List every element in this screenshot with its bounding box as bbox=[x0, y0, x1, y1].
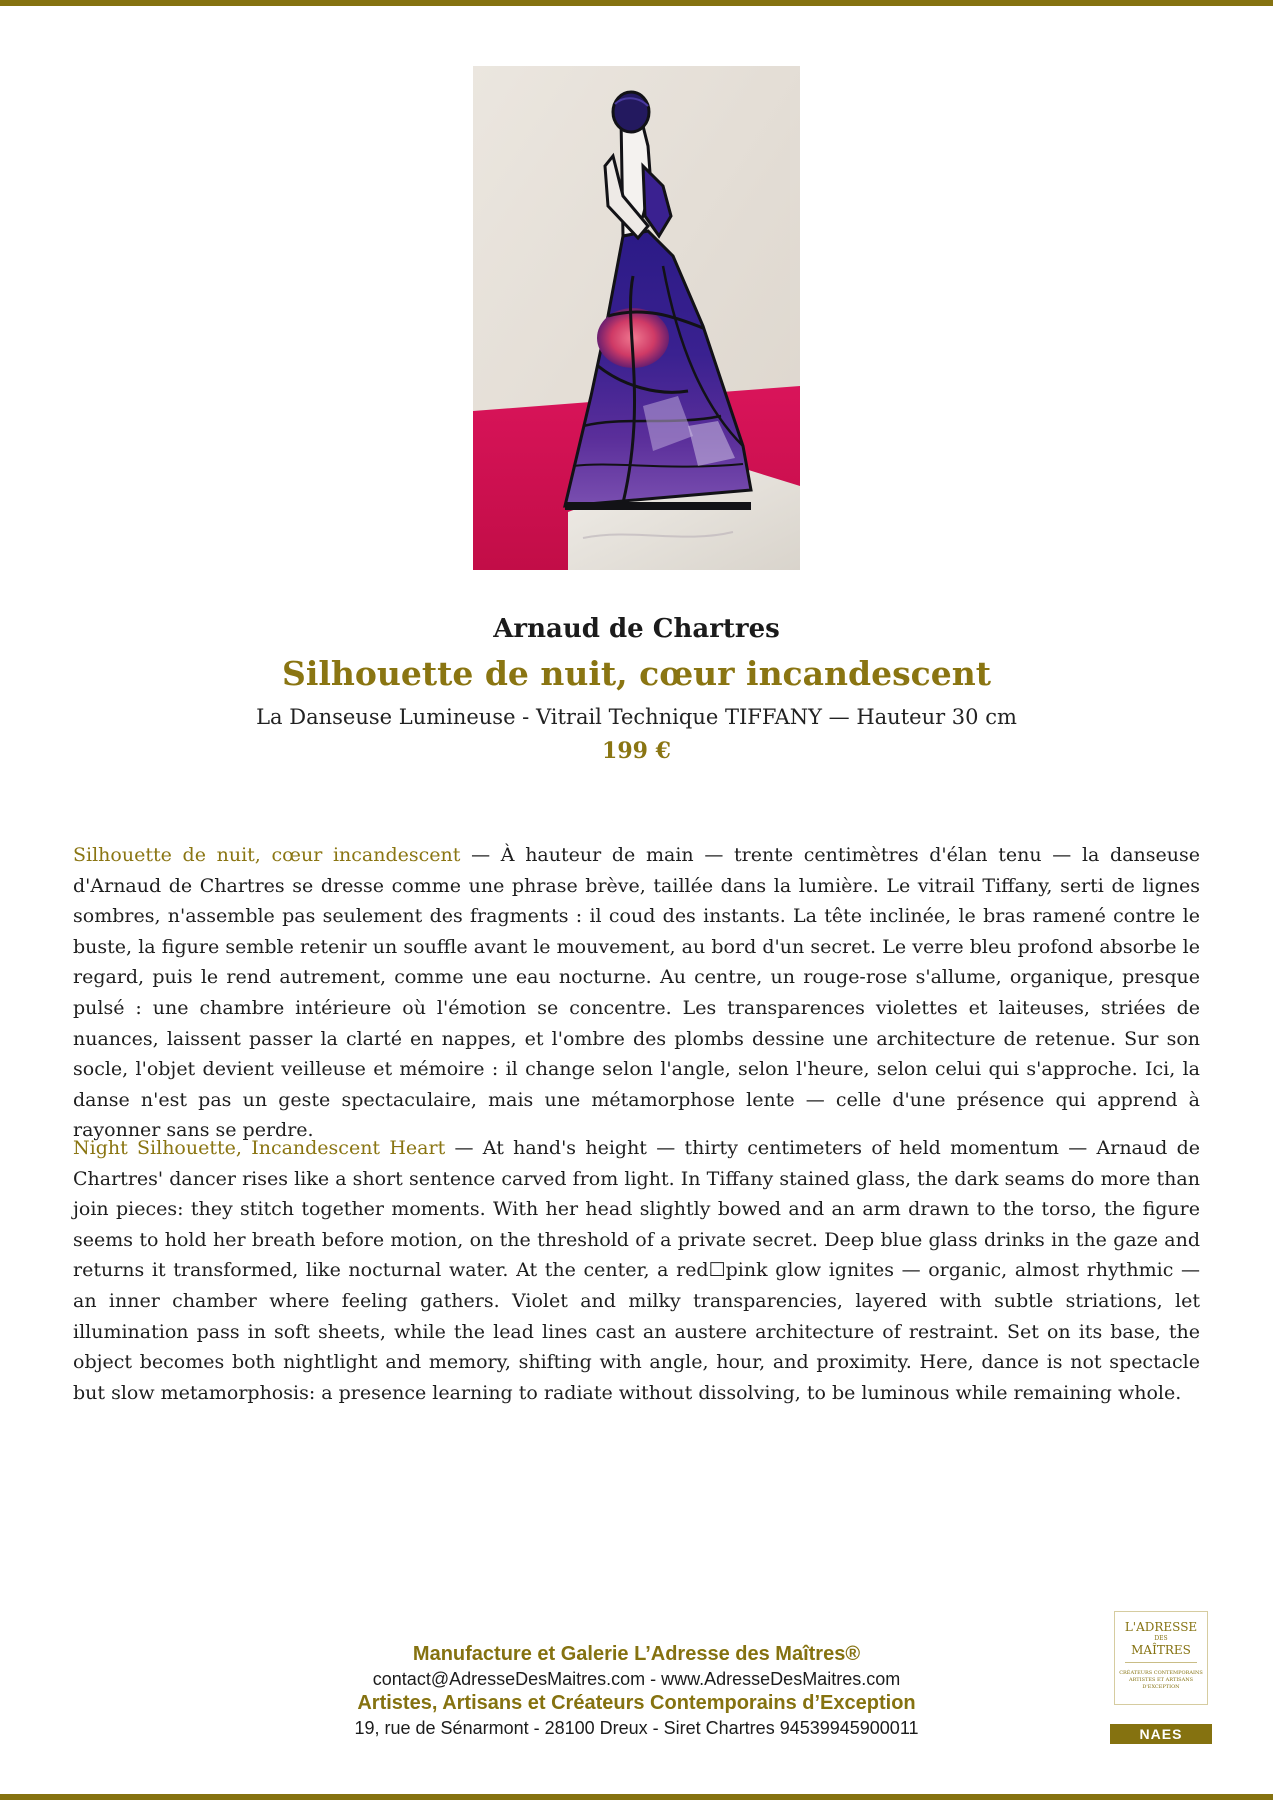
footer-address: 19, rue de Sénarmont - 28100 Dreux - Siret Chartres 94539945900011 bbox=[354, 1718, 919, 1738]
artwork-subtitle: La Danseuse Lumineuse - Vitrail Technique TIFFANY — Hauteur 30 cm bbox=[256, 705, 1017, 729]
footer-company: Manufacture et Galerie L’Adresse des Maîtres® bbox=[412, 1643, 861, 1665]
description-english-text: — At hand's height — thirty centimeters of held momentum — Arnaud de Chartres' dancer rises like a short sentence carved from light. In Tiffany stained glass, the dark seams do more than join pieces: they stitch together moments. With her head slightly bowed and an arm drawn to the torso, the figure seems to hold her breath before motion, on the threshold of a private secret. Deep blue glass drinks in the gaze and returns it transformed, like nocturnal water. At the center, a red☐pink glow ignites — organic, almost rhythmic — an inner chamber where feeling gathers. Violet and milky transparencies, layered with subtle striations, let illumination pass in soft sheets, while the lead lines cast an austere architecture of restraint. Set on its base, the object becomes both nightlight and memory, shifting with angle, hour, and proximity. Here, dance is not spectacle but slow metamorphosis: a presence learning to radiate without dissolving, to be luminous while remaining whole. bbox=[73, 1137, 1200, 1404]
stained-glass-dancer-image bbox=[473, 66, 800, 570]
gallery-seal-logo bbox=[1114, 1611, 1208, 1705]
seal-divider bbox=[1125, 1662, 1197, 1663]
footer-tagline: Artistes, Artisans et Créateurs Contemporains d’Exception bbox=[357, 1692, 916, 1714]
seal-line-1: L'ADRESSE bbox=[1124, 1620, 1198, 1634]
seal-line-4: CRÉATEURS CONTEMPORAINS ARTISTES ET ARTISANS D'EXCEPTION bbox=[1119, 1670, 1203, 1690]
description-english bbox=[73, 1133, 1200, 1408]
description-french bbox=[73, 840, 1200, 1146]
description-english-lead: Night Silhouette, Incandescent Heart bbox=[73, 1137, 446, 1159]
artist-name: Arnaud de Chartres bbox=[493, 614, 780, 644]
seal-line-2: DES bbox=[1154, 1635, 1168, 1642]
artwork-title: Silhouette de nuit, cœur incandescent bbox=[281, 654, 992, 693]
naes-badge: NAES bbox=[1110, 1724, 1212, 1744]
top-border-rule bbox=[0, 0, 1273, 6]
seal-line-3: MAÎTRES bbox=[1131, 1643, 1191, 1657]
description-french-text: — À hauteur de main — trente centimètres d'élan tenu — la danseuse d'Arnaud de Chartres se dresse comme une phrase brève, taillée dans la lumière. Le vitrail Tiffany, serti de lignes sombres, n'assemble pas seulement des fragments : il coud des instants. La tête inclinée, le bras ramené contre le buste, la figure semble retenir un souffle avant le mouvement, au bord d'un secret. Le verre bleu profond absorbe le regard, puis le rend autrement, comme une eau nocturne. Au centre, un rouge-rose s'allume, organique, presque pulsé : une chambre intérieure où l'émotion se concentre. Les transparences violettes et laiteuses, striées de nuances, laissent passer la clarté en nappes, et l'ombre des plombs dessine une architecture de retenue. Sur son socle, l'objet devient veilleuse et mémoire : il change selon l'angle, selon l'heure, selon celui qui s'approche. Ici, la danse n'est pas un geste spectaculaire, mais une métamorphose lente — celle d'une présence qui apprend à rayonner sans se perdre. bbox=[73, 844, 1200, 1142]
artwork-price: 199 € bbox=[602, 738, 671, 764]
description-french-lead: Silhouette de nuit, cœur incandescent bbox=[73, 844, 461, 866]
bottom-border-rule bbox=[0, 1794, 1273, 1800]
footer-contact: contact@AdresseDesMaitres.com - www.AdresseDesMaitres.com bbox=[372, 1669, 901, 1689]
